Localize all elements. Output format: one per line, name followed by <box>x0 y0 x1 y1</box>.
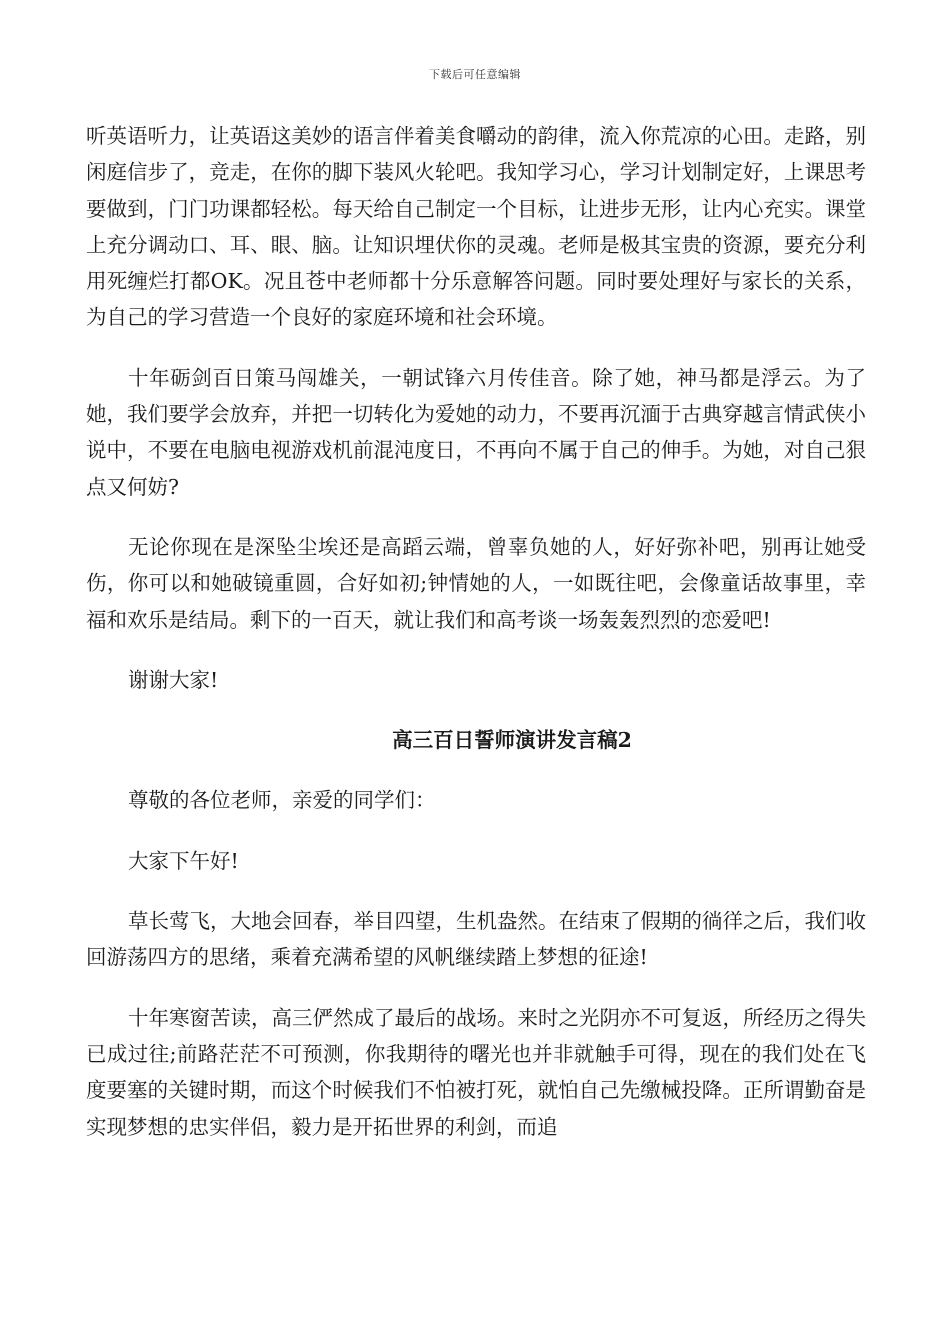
paragraph: 尊敬的各位老师，亲爱的同学们： <box>128 788 436 813</box>
paragraph: 大家下午好! <box>128 848 239 873</box>
paragraph: 十年寒窗苦读，高三俨然成了最后的战场。来时之光阴亦不可复返，所经历之得失已成过往;前路茫茫不可预测，你我期待的曙光也并非就触手可得，现在的我们处在飞度要塞的关键时期，而这个时候我们不怕被打死，就怕自己先缴械投降。正所谓勤奋是实现梦想的忠实伴侣，毅力是开拓世界的利剑，而追 <box>86 1005 866 1139</box>
document-body <box>86 118 866 1169</box>
paragraph: 谢谢大家! <box>128 667 219 692</box>
paragraph: 十年砺剑百日策马闯雄关，一朝试锋六月传佳音。除了她，神马都是浮云。为了她，我们要学会放弃，并把一切转化为爱她的动力，不要再沉湎于古典穿越言情武侠小说中，不要在电脑电视游戏机前混沌度日，不再向不属于自己的伸手。为她，对自己狠点又何妨? <box>86 365 866 499</box>
page-header-note: 下载后可任意编辑 <box>429 68 521 81</box>
paragraph: 无论你现在是深坠尘埃还是高蹈云端，曾辜负她的人，好好弥补吧，别再让她受伤，你可以和她破镜重圆，合好如初;钟情她的人，一如既往吧，会像童话故事里，幸福和欢乐是结局。剩下的一百天，就让我们和高考谈一场轰轰烈烈的恋爱吧! <box>86 534 866 632</box>
paragraph: 听英语听力，让英语这美妙的语言伴着美食嚼动的韵律，流入你荒凉的心田。走路，别闲庭信步了，竞走，在你的脚下装风火轮吧。我知学习心，学习计划制定好，上课思考要做到，门门功课都轻松。每天给自己制定一个目标，让进步无形，让内心充实。课堂上充分调动口、耳、眼、脑。让知识埋伏你的灵魂。老师是极其宝贵的资源，要充分利用死缠烂打都OK。况且苍中老师都十分乐意解答问题。同时要处理好与家长的关系，为自己的学习营造一个良好的家庭环境和社会环境。 <box>86 124 866 330</box>
paragraph: 草长莺飞，大地会回春，举目四望，生机盎然。在结束了假期的徜徉之后，我们收回游荡四方的思绪，乘着充满希望的风帆继续踏上梦想的征途! <box>86 909 866 970</box>
section-title: 高三百日誓师演讲发言稿2 <box>392 728 632 753</box>
